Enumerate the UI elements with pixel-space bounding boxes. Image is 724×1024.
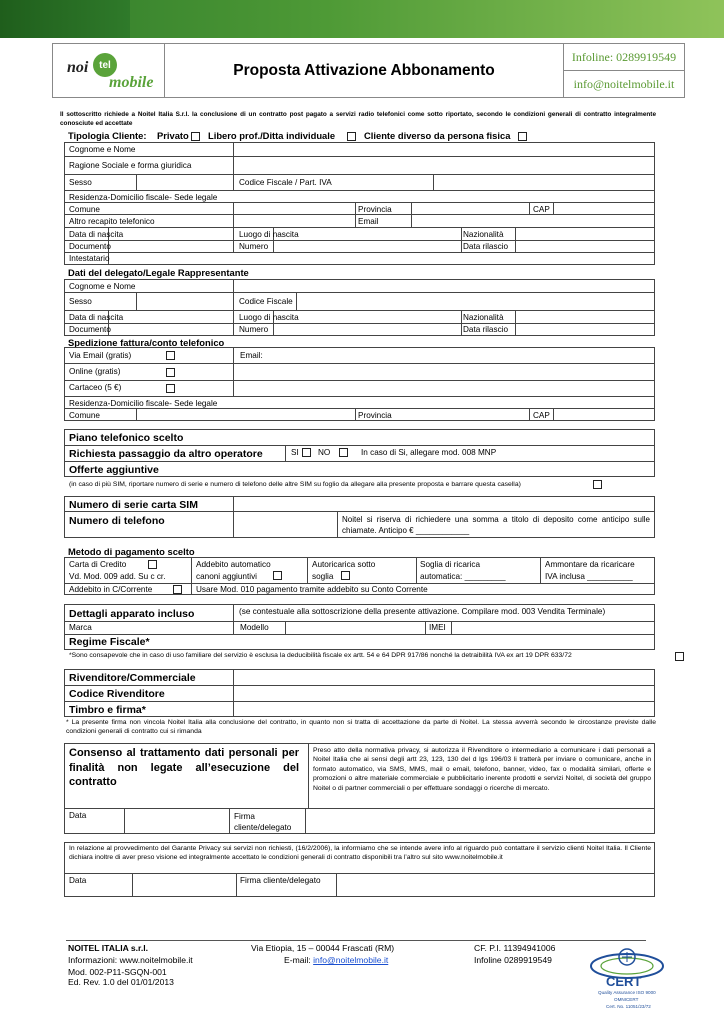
client-birthdate-label: Data di nascita: [69, 230, 124, 239]
client-town-label: Comune: [69, 205, 100, 214]
device-brand-label: Marca: [69, 623, 92, 632]
portability-note: In caso di Si, allegare mod. 008 MNP: [361, 448, 497, 457]
footer-company: NOITEL ITALIA s.r.l.: [68, 943, 149, 953]
client-name-label: Cognome e Nome: [69, 145, 136, 154]
tax-regime-label: Regime Fiscale*: [69, 636, 150, 648]
form-header: [52, 43, 685, 98]
invoice-province-label: Provincia: [358, 411, 392, 420]
consent-signature-label: Firma cliente/delegato: [234, 812, 292, 833]
payment-auto-label2: canoni aggiuntivi: [196, 572, 257, 581]
delegate-issuedate-label: Data rilascio: [463, 325, 509, 334]
invoice-online-checkbox[interactable]: [166, 368, 175, 377]
client-type-private-label: Privato: [157, 130, 189, 141]
footer-address: Via Etiopia, 15 – 00044 Frascati (RM): [251, 943, 395, 953]
tax-note-checkbox[interactable]: [675, 652, 684, 661]
plan-label: Piano telefonico scelto: [69, 432, 184, 444]
tax-note: *Sono consapevole che in caso di uso familiare del servizio è esclusa la deducibilità fiscale ex artt. 54 e 64 DPR 917/86 nonché la detraibilità IVA ex art 19 DPR 633/72: [69, 652, 572, 659]
footer-infoline: Infoline 0289919549: [474, 955, 552, 965]
delegate-title: Dati del delegato/Legale Rappresentante: [68, 267, 249, 278]
intro-text: Il sottoscritto richiede a Noitel Italia S.r.l. la conclusione di un contratto post pagato a servizi radio telefonici come sotto riportato, secondo le condizioni generali di contratto integralmente conosciute ed accettate: [60, 111, 656, 127]
payment-amount-field[interactable]: IVA inclusa __________: [545, 572, 633, 581]
invoice-paper-option-label: Cartaceo (5 €): [69, 383, 122, 392]
invoice-title: Spedizione fattura/conto telefonico: [68, 337, 225, 348]
payment-auto-checkbox[interactable]: [273, 571, 282, 580]
client-holder-label: Intestatario: [69, 254, 110, 263]
client-altphone-label: Altro recapito telefonico: [69, 217, 155, 226]
cert-name: CERT: [606, 974, 642, 989]
multi-sim-checkbox[interactable]: [593, 480, 602, 489]
delegate-data-table: [64, 279, 655, 336]
privacy-signature-label: Firma cliente/delegato: [240, 876, 321, 885]
privacy-date-label: Data: [69, 876, 87, 885]
cert-line2: OMNICERT: [614, 997, 639, 1002]
client-residence-label: Residenza-Domicilio fiscale- Sede legale: [69, 193, 218, 202]
deposit-note: Noitel si riserva di richiedere una somma a titolo di deposito come anticipo sulle chiamate. Anticipo € ____________: [342, 515, 650, 536]
delegate-document-label: Documento: [69, 325, 111, 334]
cert-logo: [588, 944, 666, 1016]
client-issuedate-label: Data rilascio: [463, 242, 509, 251]
invoice-online-option-label: Online (gratis): [69, 367, 121, 376]
payment-bank-note: Usare Mod. 010 pagamento tramite addebito su Conto Corrente: [196, 585, 428, 594]
portability-no-checkbox[interactable]: [339, 448, 348, 457]
payment-title: Metodo di pagamento scelto: [68, 546, 195, 557]
payment-topup-label2: soglia: [312, 572, 334, 581]
payment-threshold-label: Soglia di ricarica: [420, 560, 481, 569]
invoice-town-label: Comune: [69, 411, 100, 420]
payment-auto-label: Addebito automatico: [196, 560, 271, 569]
footer-rev: Ed. Rev. 1.0 del 01/01/2013: [68, 977, 174, 987]
client-taxcode-label: Codice Fiscale / Part. IVA: [239, 178, 332, 187]
payment-bank-label: Addebito in C/Corrente: [69, 585, 153, 594]
payment-bank-checkbox[interactable]: [173, 585, 182, 594]
portability-yes-checkbox[interactable]: [302, 448, 311, 457]
payment-card-note: Vd. Mod. 009 add. Su c cr.: [69, 572, 166, 581]
delegate-taxcode-label: Codice Fiscale: [239, 297, 293, 306]
portability-no-label: NO: [318, 448, 331, 457]
client-type-other-label: Cliente diverso da persona fisica: [364, 130, 511, 141]
noitel-logo: noi tel mobile: [53, 44, 165, 97]
client-other-checkbox[interactable]: [518, 132, 527, 141]
consent-date-label: Data: [69, 811, 87, 820]
client-type-professional-label: Libero prof./Ditta individuale: [208, 130, 336, 141]
delegate-sex-label: Sesso: [69, 297, 92, 306]
client-document-label: Documento: [69, 242, 111, 251]
delegate-docnumber-label: Numero: [239, 325, 269, 334]
invoice-cap-label: CAP: [533, 411, 550, 420]
client-private-checkbox[interactable]: [191, 132, 200, 141]
reseller-stamp-label: Timbro e firma*: [69, 704, 146, 716]
payment-topup-label: Autoricarica sotto: [312, 560, 376, 569]
device-imei-label: IMEI: [429, 623, 446, 632]
client-email-label: Email: [358, 217, 379, 226]
top-banner: [0, 0, 724, 38]
portability-yes-label: SI: [291, 448, 299, 457]
cert-line3: Cert. No. 11051/23/72: [606, 1004, 651, 1009]
delegate-nationality-label: Nazionalità: [463, 313, 504, 322]
client-company-label: Ragione Sociale e forma giuridica: [69, 161, 192, 170]
delegate-birthdate-label: Data di nascita: [69, 313, 124, 322]
footer-email-link[interactable]: info@noitelmobile.it: [313, 955, 389, 965]
device-note: (se contestuale alla sottoscrizione della presente attivazione. Compilare mod. 003 Vendita Terminale): [239, 607, 606, 616]
page-title: Proposta Attivazione Abbonamento: [233, 61, 495, 79]
privacy-text: In relazione al provvedimento del Garante Privacy sui servizi non richiesti, (16/2/2006), la informiamo che se intende avere info al riguardo può contattare il servizio clienti Noitel Italia. Il Cliente dichiara inoltre di aver preso visione ed integralmente accettato le condizioni generali di contratto disponibili tra l’altro sul sito www.noitelmobile.it: [69, 845, 651, 862]
payment-topup-checkbox[interactable]: [341, 571, 350, 580]
portability-label: Richiesta passaggio da altro operatore: [69, 448, 263, 460]
payment-threshold-field[interactable]: automatica: _________: [420, 572, 506, 581]
client-cap-label: CAP: [533, 205, 550, 214]
payment-card-label: Carta di Credito: [69, 560, 127, 569]
client-birthplace-label: Luogo di nascita: [239, 230, 299, 239]
payment-amount-label: Ammontare da ricaricare: [545, 560, 635, 569]
consent-text: Preso atto della normativa privacy, si autorizza il Rivenditore o intermediario a comunicare i dati personali a Noitel Italia che ai sensi degli artt 23, 123, 130 del d lgs 196/03 li tratterà per inviare o comunicare, anche in formato automatico, via SMS, MMS, mail o email, telefono, banner, video, fax o modalità similari, offerte e promozioni o altre materiale commerciale e pubblicitario inerente prodotti e servizi Noitel, di società del gruppo Noitel o di partner commerciali o per effettuare sondaggi o ricerche di mercato.: [313, 747, 651, 792]
footer-divider: [66, 940, 646, 941]
invoice-paper-checkbox[interactable]: [166, 384, 175, 393]
invoice-table: [64, 347, 655, 421]
footer-info: Informazioni: www.noitelmobile.it: [68, 955, 193, 965]
footer-mod: Mod. 002-P11-SGQN-001: [68, 967, 167, 977]
offers-label: Offerte aggiuntive: [69, 464, 159, 476]
client-nationality-label: Nazionalità: [463, 230, 504, 239]
delegate-name-label: Cognome e Nome: [69, 282, 136, 291]
sim-serial-label: Numero di serie carta SIM: [69, 499, 198, 511]
client-professional-checkbox[interactable]: [347, 132, 356, 141]
device-model-label: Modello: [240, 623, 269, 632]
client-type-label: Tipologia Cliente:: [68, 130, 147, 141]
reseller-note: * La presente firma non vincola Noitel Italia alla conclusione del contratto, in quanto non si tratta di accettazione da parte di Noitel. La stessa avverrà secondo le circostanze previste dalle condizioni generali di contratto cui si rimanda: [66, 719, 656, 736]
reseller-code-label: Codice Rivenditore: [69, 688, 165, 700]
footer-vat: CF. P.I. 11394941006: [474, 943, 556, 953]
header-infoline: Infoline: 0289919549: [564, 44, 684, 71]
footer-email: E-mail: info@noitelmobile.it: [284, 955, 389, 965]
invoice-residence-label: Residenza-Domicilio fiscale- Sede legale: [69, 399, 218, 408]
client-docnumber-label: Numero: [239, 242, 269, 251]
invoice-email-field-label: Email:: [240, 351, 263, 360]
cert-line1: Quality Assurance ISO 9000: [598, 990, 656, 995]
sim-phone-label: Numero di telefono: [69, 515, 165, 527]
header-email[interactable]: info@noitelmobile.it: [573, 76, 675, 91]
delegate-birthplace-label: Luogo di nascita: [239, 313, 299, 322]
reseller-label: Rivenditore/Commerciale: [69, 672, 196, 684]
invoice-email-option-label: Via Email (gratis): [69, 351, 132, 360]
multi-sim-note: (in caso di più SIM, riportare numero di serie e numero di telefono delle altre SIM su foglio da allegare alla presente proposta e barrare questa casella): [69, 481, 521, 488]
client-sex-label: Sesso: [69, 178, 92, 187]
invoice-email-checkbox[interactable]: [166, 351, 175, 360]
device-title: Dettagli apparato incluso: [69, 608, 195, 620]
client-province-label: Provincia: [358, 205, 392, 214]
consent-title: Consenso al trattamento dati personali per finalità non legate all’esecuzione del contratto: [69, 747, 299, 789]
payment-card-checkbox[interactable]: [148, 560, 157, 569]
